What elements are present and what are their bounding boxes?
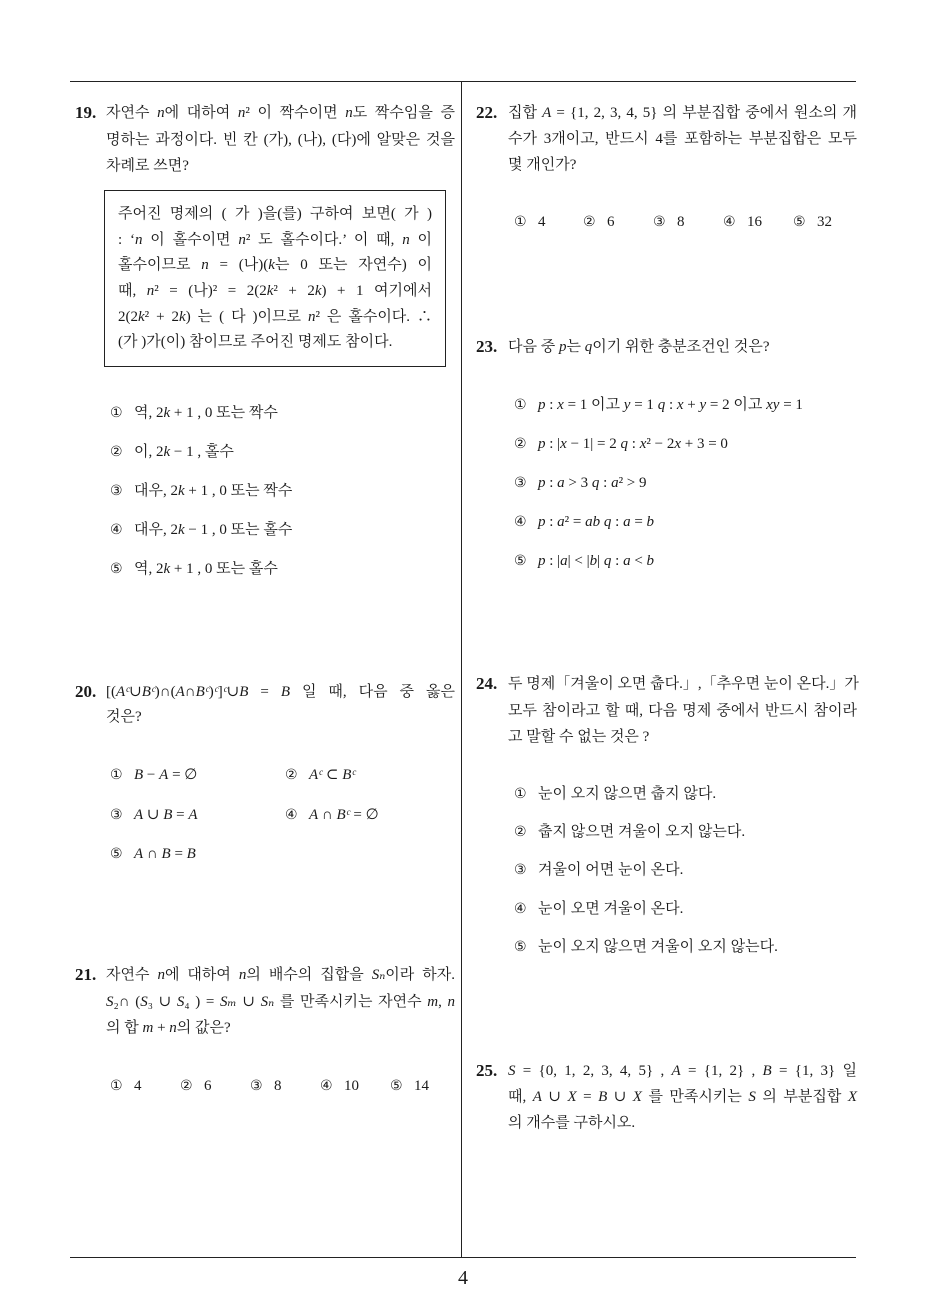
choice-marker: ① (514, 397, 527, 413)
top-rule (70, 81, 856, 82)
math-variable: Bᶜ (342, 767, 356, 783)
question-text-line: 차례로 쓰면? (106, 158, 189, 174)
math-variable: a (623, 553, 631, 569)
answer-choice (320, 1075, 359, 1097)
math-variable: q (657, 397, 666, 413)
question-text-line: 고 말할 수 없는 것은 ? (508, 729, 650, 745)
column-divider (461, 82, 462, 1258)
answer-choice (110, 764, 197, 786)
question-text-line: 의 개수를 구하시오. (508, 1115, 636, 1131)
answer-choice (653, 211, 685, 233)
choice-text: A ∩ B = B (134, 846, 196, 862)
math-variable: B (598, 1089, 608, 1105)
answer-choice (583, 211, 615, 233)
math-variable: x (560, 436, 567, 452)
question-number: 24. (476, 674, 498, 693)
math-variable: y (699, 397, 707, 413)
choice-text: Aᶜ ⊂ Bᶜ (309, 767, 356, 783)
answer-choice (793, 211, 832, 233)
answer-choice (514, 936, 778, 958)
question-number: 19. (75, 103, 97, 122)
answer-choice (110, 441, 234, 463)
math-variable: A (671, 1063, 681, 1079)
choice-text: 32 (817, 214, 832, 230)
math-variable: p (558, 339, 567, 355)
question-number: 20. (75, 682, 97, 701)
math-variable: n (157, 967, 165, 983)
math-variable: a (623, 514, 631, 530)
choice-marker: ③ (514, 475, 527, 491)
choice-text: 4 (134, 1078, 142, 1094)
answer-choice (514, 211, 546, 233)
math-variable: x (674, 436, 681, 452)
math-variable: k (163, 405, 171, 421)
choice-text: 이, 2k − 1 , 홀수 (134, 444, 234, 460)
question-text-line: 것은? (106, 709, 142, 725)
choice-marker: ④ (110, 522, 123, 538)
math-variable: Aᶜ (309, 767, 323, 783)
question-number: 21. (75, 965, 97, 984)
math-variable: k (268, 257, 275, 273)
choice-text: p : a² = ab q : a = b (538, 514, 655, 530)
choice-marker: ④ (514, 514, 527, 530)
math-variable: p (538, 397, 546, 413)
math-variable: x (639, 436, 647, 452)
math-variable: A (188, 807, 198, 823)
math-variable: q (603, 514, 612, 530)
choice-marker: ① (110, 1078, 123, 1094)
math-variable: p (538, 514, 546, 530)
choice-text: 대우, 2k − 1 , 0 또는 홀수 (134, 522, 293, 538)
math-variable: n (201, 257, 209, 273)
choice-text: 14 (414, 1078, 429, 1094)
math-variable: n (237, 105, 246, 121)
math-variable: q (591, 475, 600, 491)
question-text-line: 몇 개인가? (508, 157, 577, 173)
choice-marker: ③ (250, 1078, 263, 1094)
math-variable: n (402, 232, 410, 248)
choice-marker: ② (583, 214, 596, 230)
math-variable: x (557, 397, 564, 413)
proof-box-line: : ‘n 이 홀수이면 n² 도 홀수이다.’ 이 때, n 이 (118, 232, 432, 248)
math-variable: S (748, 1089, 756, 1105)
math-variable: Sₘ (220, 994, 237, 1010)
question-text-line: 집합 A = {1, 2, 3, 4, 5} 의 부분집합 중에서 원소의 개 (508, 105, 857, 121)
math-variable: Aᶜ (116, 684, 130, 700)
math-variable: Bᶜ (195, 684, 209, 700)
choice-text: A ∩ Bᶜ = ∅ (309, 807, 379, 823)
choice-text: 겨울이 어면 눈이 온다. (538, 862, 684, 878)
math-variable: n (238, 232, 246, 248)
math-variable: B (186, 846, 196, 862)
answer-choice (110, 1075, 142, 1097)
math-variable: A (134, 846, 144, 862)
choice-marker: ④ (514, 901, 527, 917)
answer-choice (110, 480, 292, 502)
question-text-line: 자연수 n에 대하여 n의 배수의 집합을 Sₙ이라 하자. (106, 967, 455, 983)
math-variable: X (847, 1089, 857, 1105)
math-variable: a (557, 514, 565, 530)
choice-text: 16 (747, 214, 762, 230)
math-variable: S (176, 994, 185, 1010)
math-variable: q (603, 553, 612, 569)
answer-choice (110, 843, 196, 865)
answer-choice (514, 511, 654, 533)
math-variable: a (557, 475, 565, 491)
question-text-line: 때, A ∪ X = B ∪ X 를 만족시키는 S 의 부분집합 X (508, 1089, 857, 1105)
math-variable: n (134, 232, 143, 248)
math-variable: n (157, 105, 165, 121)
math-variable: A (134, 807, 144, 823)
choice-text: 역, 2k + 1 , 0 또는 홀수 (134, 561, 278, 577)
math-variable: m (427, 994, 439, 1010)
choice-marker: ② (514, 824, 527, 840)
math-variable: Sₙ (260, 994, 275, 1010)
math-variable: B (762, 1063, 772, 1079)
math-variable: k (177, 483, 185, 499)
choice-marker: ⑤ (110, 846, 123, 862)
choice-text: 역, 2k + 1 , 0 또는 짝수 (134, 405, 278, 421)
question-text-line: 수가 3개이고, 반드시 4를 포함하는 부분집합은 모두 (508, 131, 857, 147)
math-variable: A (309, 807, 319, 823)
proof-box-line: (가 )가(이) 참이므로 주어진 명제도 참이다. (118, 334, 393, 350)
math-variable: k (266, 283, 274, 299)
answer-choice (285, 804, 379, 826)
math-variable: k (138, 309, 145, 325)
math-variable: xy (766, 397, 780, 413)
math-variable: A (532, 1089, 542, 1105)
math-variable: n (146, 283, 155, 299)
math-variable: k (163, 561, 171, 577)
answer-choice (514, 859, 683, 881)
choice-text: B − A = ∅ (134, 767, 198, 783)
question-text-line: 명하는 과정이다. 빈 칸 (가), (나), (다)에 알맞은 것을 (106, 132, 455, 148)
math-variable: p (538, 475, 546, 491)
math-variable: S (106, 994, 114, 1010)
answer-choice (250, 1075, 282, 1097)
math-variable: q (620, 436, 629, 452)
choice-text: p : |a| < |b| q : a < b (538, 553, 655, 569)
math-variable: B (134, 767, 144, 783)
math-variable: k (163, 444, 171, 460)
math-variable: p (538, 553, 546, 569)
math-variable: n (345, 105, 353, 121)
choice-marker: ② (180, 1078, 193, 1094)
choice-marker: ② (514, 436, 527, 452)
math-variable: b (646, 553, 655, 569)
question-text-line: 모두 참이라고 할 때, 다음 명제 중에서 반드시 참이라 (508, 703, 857, 719)
proof-box (104, 190, 446, 367)
choice-text: 춥지 않으면 겨울이 오지 않는다. (538, 824, 746, 840)
choice-text: p : a > 3 q : a² > 9 (538, 475, 647, 491)
answer-choice (110, 519, 292, 541)
choice-marker: ⑤ (793, 214, 806, 230)
math-variable: Sₙ (371, 967, 386, 983)
answer-choice (514, 821, 745, 843)
choice-marker: ② (110, 444, 123, 460)
page-number: 4 (458, 1267, 468, 1289)
choice-marker: ① (514, 786, 527, 802)
math-variable: n (447, 994, 456, 1010)
question-number: 25. (476, 1061, 498, 1080)
choice-marker: ⑤ (514, 939, 527, 955)
question-number: 23. (476, 337, 498, 356)
choice-marker: ④ (723, 214, 736, 230)
math-variable: ab (585, 514, 601, 530)
math-variable: q (584, 339, 593, 355)
math-variable: k (314, 283, 322, 299)
math-variable: B (239, 684, 249, 700)
math-variable: X (632, 1089, 642, 1105)
math-variable: A (542, 105, 552, 121)
answer-choice (110, 558, 278, 580)
choice-text: 8 (677, 214, 685, 230)
proof-box-line: 홀수이므로 n = (나)(k는 0 또는 자연수) 이 (118, 257, 433, 273)
question-text-line: 두 명제「겨울이 오면 춥다.」,「추우면 눈이 온다.」가 (508, 676, 859, 692)
proof-box-line: 때, n² = (나)² = 2(2k² + 2k) + 1 여기에서 (118, 283, 432, 299)
answer-choice (390, 1075, 429, 1097)
question-text-line: S₂∩ (S₃ ∪ S₄ ) = Sₘ ∪ Sₙ 를 만족시키는 자연수 m, n (106, 994, 456, 1010)
choice-marker: ③ (653, 214, 666, 230)
choice-text: 눈이 오면 겨울이 온다. (538, 901, 684, 917)
math-variable: m (142, 1020, 154, 1036)
answer-choice (110, 804, 198, 826)
answer-choice (723, 211, 762, 233)
math-variable: S (508, 1063, 516, 1079)
math-variable: n (169, 1020, 177, 1036)
math-variable: x (676, 397, 684, 413)
bottom-rule (70, 1257, 856, 1258)
choice-text: p : x = 1 이고 y = 1 q : x + y = 2 이고 xy = 1 (538, 397, 803, 413)
answer-choice (514, 394, 803, 416)
math-variable: k (179, 309, 186, 325)
choice-marker: ③ (514, 862, 527, 878)
choice-text: 대우, 2k + 1 , 0 또는 짝수 (134, 483, 293, 499)
math-variable: A (159, 767, 169, 783)
choice-text: p : |x − 1| = 2 q : x² − 2x + 3 = 0 (538, 436, 728, 452)
choice-text: 눈이 오지 않으면 겨울이 오지 않는다. (538, 939, 778, 955)
math-variable: B (161, 846, 171, 862)
answer-choice (110, 402, 278, 424)
question-number: 22. (476, 103, 498, 122)
choice-marker: ⑤ (110, 561, 123, 577)
question-text-line: [(Aᶜ∪Bᶜ)∩(A∩Bᶜ)ᶜ]ᶜ∪B = B 일 때, 다음 중 옳은 (106, 684, 455, 700)
choice-marker: ② (285, 767, 298, 783)
math-variable: ᶜ (213, 684, 218, 700)
math-variable: B (280, 684, 290, 700)
math-variable: X (567, 1089, 577, 1105)
question-text-line: 다음 중 p는 q이기 위한 충분조건인 것은? (508, 339, 770, 355)
question-text-line: 자연수 n에 대하여 n² 이 짝수이면 n도 짝수임을 증 (106, 105, 455, 121)
choice-marker: ④ (320, 1078, 333, 1094)
math-variable: A (175, 684, 185, 700)
choice-marker: ① (110, 767, 123, 783)
choice-marker: ④ (285, 807, 298, 823)
choice-marker: ⑤ (514, 553, 527, 569)
choice-marker: ③ (110, 807, 123, 823)
answer-choice (514, 433, 728, 455)
answer-choice (514, 472, 647, 494)
choice-text: 6 (204, 1078, 212, 1094)
math-variable: Bᶜ (336, 807, 350, 823)
question-text-line: S = {0, 1, 2, 3, 4, 5} , A = {1, 2} , B = {1, 3} 일 (508, 1063, 858, 1079)
answer-choice (514, 898, 683, 920)
choice-text: 6 (607, 214, 615, 230)
choice-marker: ① (514, 214, 527, 230)
choice-text: 8 (274, 1078, 282, 1094)
choice-text: A ∪ B = A (134, 807, 198, 823)
choice-text: 눈이 오지 않으면 춥지 않다. (538, 786, 717, 802)
math-variable: a (611, 475, 619, 491)
question-text-line: 의 합 m + n의 값은? (106, 1020, 231, 1036)
math-variable: y (623, 397, 631, 413)
answer-choice (285, 764, 355, 786)
math-variable: k (177, 522, 185, 538)
math-variable: b (589, 553, 598, 569)
math-variable: b (646, 514, 655, 530)
proof-box-line: 주어진 명제의 ( 가 )을(를) 구하여 보면( 가 ) (118, 206, 432, 222)
math-variable: Bᶜ (141, 684, 155, 700)
choice-text: 4 (538, 214, 546, 230)
math-variable: a (560, 553, 568, 569)
math-variable: n (238, 967, 247, 983)
proof-box-line: 2(2k² + 2k) 는 ( 다 )이므로 n² 은 홀수이다. ∴ (118, 309, 432, 325)
answer-choice (180, 1075, 212, 1097)
choice-marker: ① (110, 405, 123, 421)
math-variable: n (307, 309, 316, 325)
answer-choice (514, 550, 654, 572)
math-variable: S (140, 994, 148, 1010)
choice-marker: ⑤ (390, 1078, 403, 1094)
math-variable: B (163, 807, 173, 823)
choice-marker: ③ (110, 483, 123, 499)
answer-choice (514, 783, 716, 805)
choice-text: 10 (344, 1078, 359, 1094)
math-variable: ᶜ (222, 684, 227, 700)
math-variable: p (538, 436, 546, 452)
